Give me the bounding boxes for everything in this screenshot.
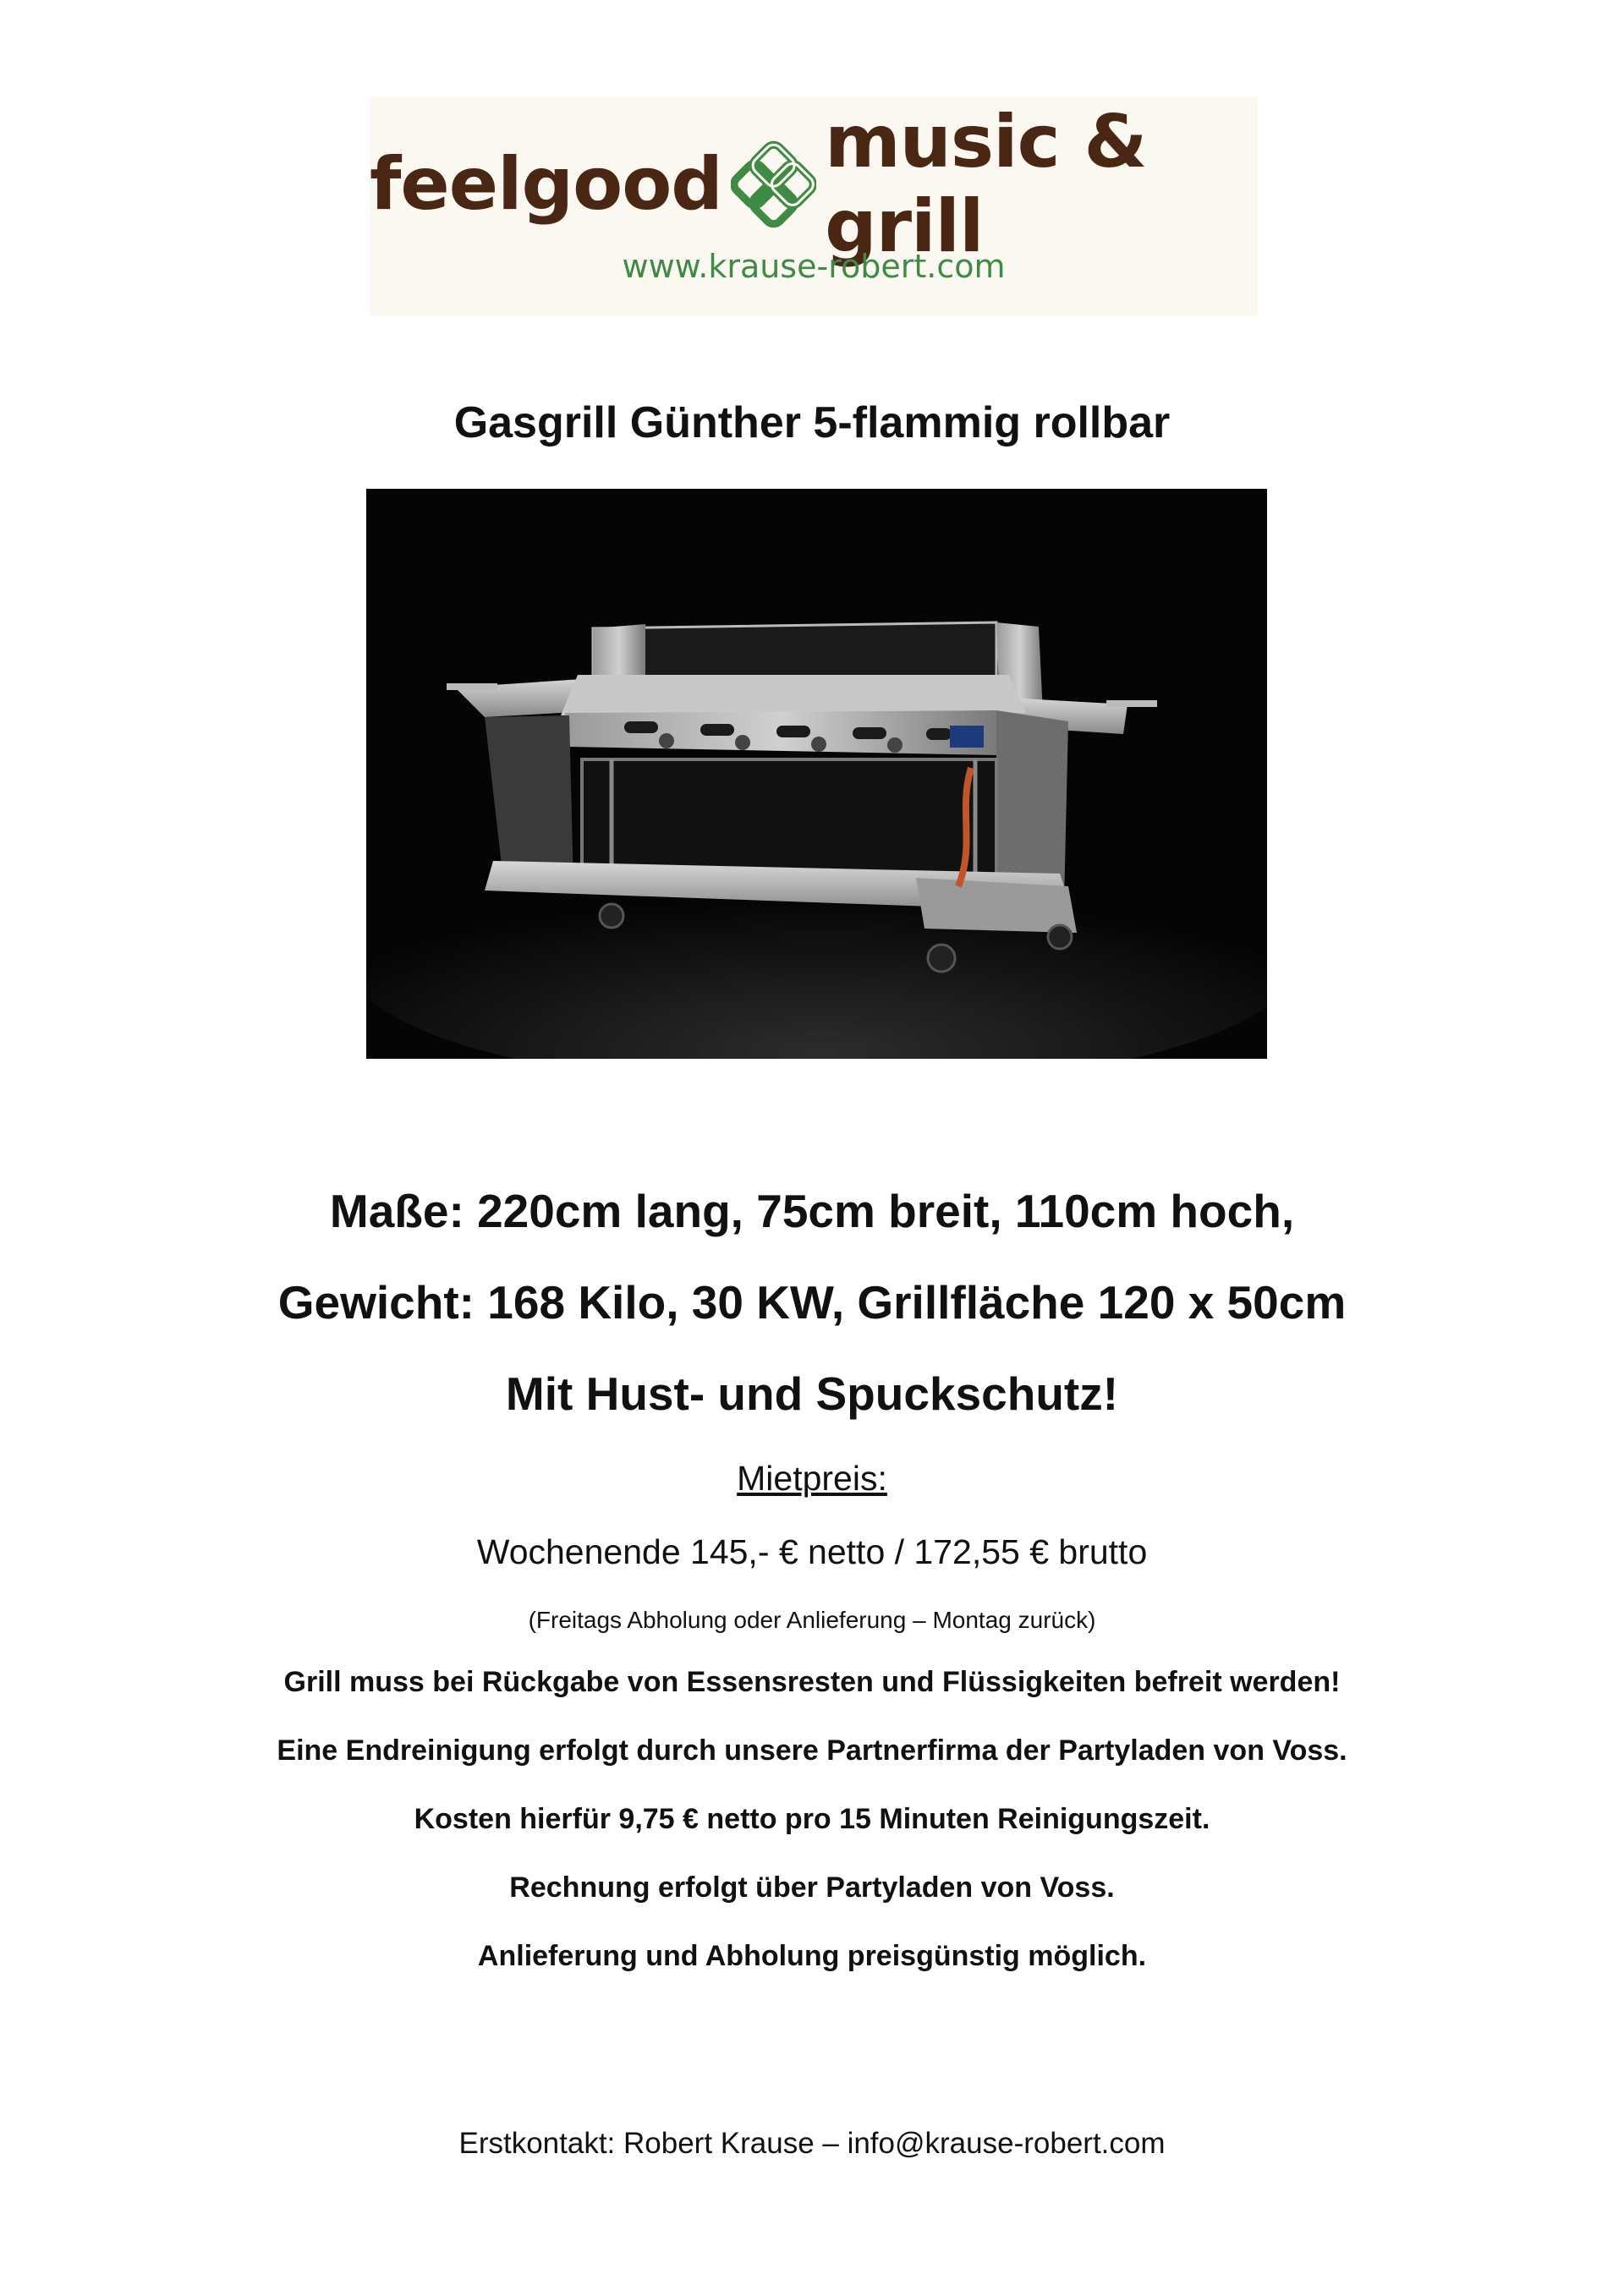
gas-grill-illustration bbox=[366, 489, 1267, 1059]
condition-line: Rechnung erfolgt über Partyladen von Voss. bbox=[509, 1871, 1115, 1904]
pricing-heading: Mietpreis: bbox=[737, 1459, 887, 1498]
spec-weight: Gewicht: 168 Kilo, 30 KW, Grillfläche 120 x 50cm bbox=[277, 1276, 1347, 1329]
condition-line: Kosten hierfür 9,75 € netto pro 15 Minuten Reinigungszeit. bbox=[414, 1803, 1210, 1835]
gas-grill-photo bbox=[366, 489, 1267, 1059]
logo-word-music-grill: music & grill bbox=[825, 100, 1147, 269]
logo-word-feelgood: feelgood bbox=[370, 142, 722, 227]
spec-dimensions: Maße: 220cm lang, 75cm breit, 110cm hoch, bbox=[329, 1185, 1295, 1237]
spec-sneeze-guard: Mit Hust- und Spuckschutz! bbox=[505, 1367, 1119, 1420]
condition-line: Grill muss bei Rückgabe von Essensresten und Flüssigkeiten befreit werden! bbox=[283, 1666, 1341, 1698]
condition-line: Eine Endreinigung erfolgt durch unsere Partnerfirma der Partyladen von Voss. bbox=[277, 1734, 1347, 1767]
logo-banner bbox=[370, 97, 1258, 315]
pricing-note: (Freitags Abholung oder Anlieferung – Montag zurück) bbox=[528, 1607, 1096, 1633]
pricing-price: Wochenende 145,- € netto / 172,55 € brutto bbox=[476, 1532, 1148, 1571]
logo-url[interactable]: www.krause-robert.com bbox=[622, 248, 1006, 285]
page-title: Gasgrill Günther 5-flammig rollbar bbox=[453, 398, 1171, 447]
celtic-knot-icon bbox=[731, 134, 816, 234]
condition-line: Anlieferung und Abholung preisgünstig möglich. bbox=[477, 1940, 1147, 1972]
contact-line[interactable]: Erstkontakt: Robert Krause – info@krause-robert.com bbox=[458, 2127, 1166, 2160]
